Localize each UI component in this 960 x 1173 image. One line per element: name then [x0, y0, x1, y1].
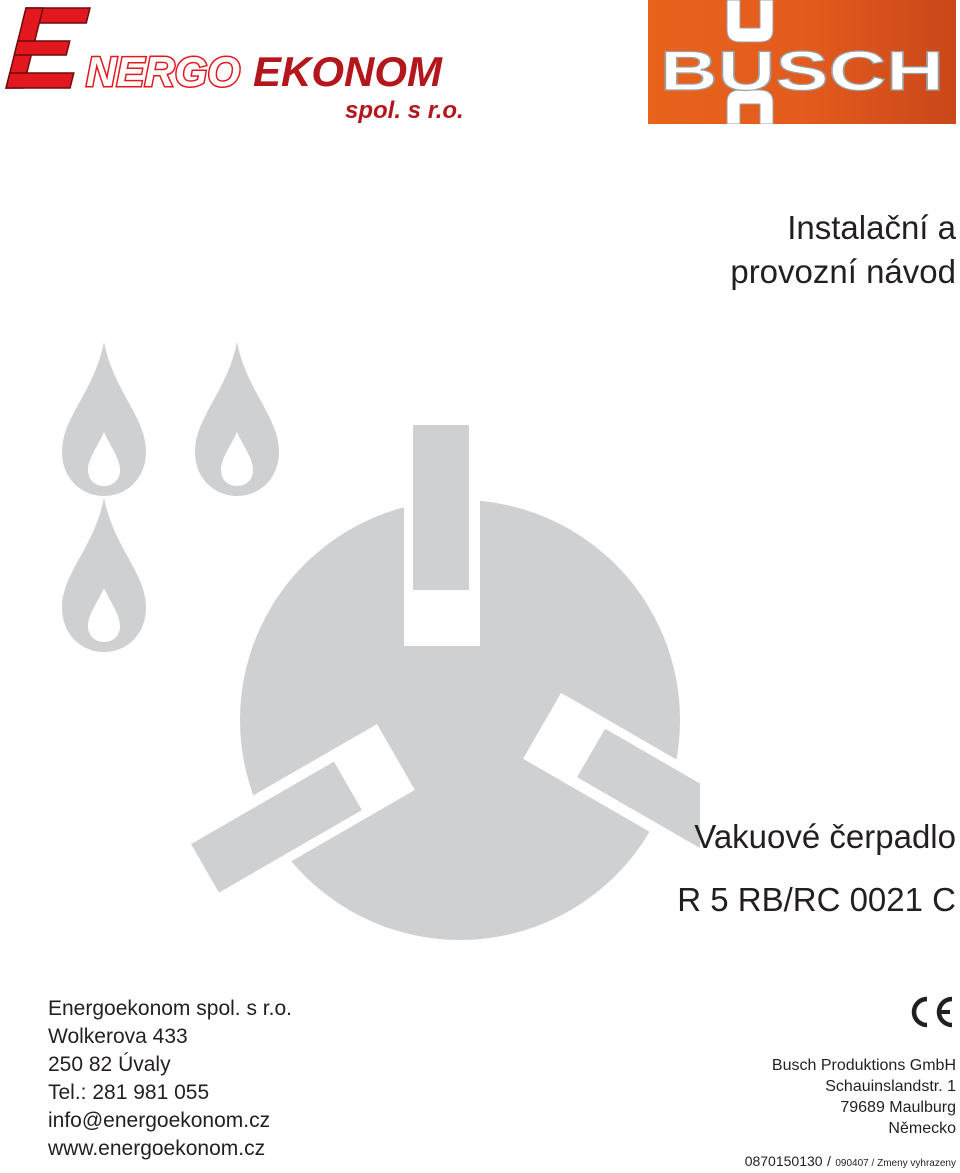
ce-mark-icon: [906, 995, 956, 1029]
manufacturer-country: Německo: [888, 1120, 956, 1137]
busch-logo-text: BUSCH: [660, 39, 944, 102]
product-name: Vakuové čerpadlo: [694, 818, 956, 855]
distributor-company: Energoekonom spol. s r.o.: [48, 997, 292, 1020]
logo-subtitle: spol. s r.o.: [345, 97, 464, 124]
manufacturer-city: 79689 Maulburg: [840, 1099, 956, 1116]
manufacturer-street: Schauinslandstr. 1: [825, 1078, 956, 1095]
distributor-web: www.energoekonom.cz: [48, 1137, 266, 1160]
distributor-city: 250 82 Úvaly: [48, 1053, 171, 1076]
document-number-separator: /: [827, 1153, 831, 1169]
busch-logo: [648, 0, 956, 124]
pump-illustration: [0, 340, 700, 950]
distributor-street: Wolkerova 433: [48, 1025, 188, 1048]
title-line-1: Instalační a: [787, 209, 956, 246]
document-title: [536, 206, 956, 294]
product-model: R 5 RB/RC 0021 C: [677, 881, 956, 918]
oil-drop-icon: [195, 342, 279, 496]
manufacturer-company: Busch Produktions GmbH: [771, 1057, 956, 1074]
energoekonom-logo: [0, 0, 482, 125]
vacuum-pump-rotor-icon: [181, 420, 700, 940]
distributor-address: [48, 995, 292, 1163]
distributor-phone: Tel.: 281 981 055: [48, 1081, 210, 1104]
oil-drop-icon: [62, 342, 146, 496]
logo-text-red: NERGO: [86, 48, 241, 95]
document-revision: 090407 / Zmeny vyhrazeny: [835, 1158, 956, 1169]
document-number-value: 0870150130: [744, 1153, 823, 1169]
distributor-email: info@energoekonom.cz: [48, 1109, 271, 1132]
title-line-2: provozní návod: [730, 253, 956, 290]
oil-drop-icon: [62, 498, 146, 652]
logo-text-dark: EKONOM: [253, 48, 442, 95]
manufacturer-address: [772, 1055, 956, 1139]
